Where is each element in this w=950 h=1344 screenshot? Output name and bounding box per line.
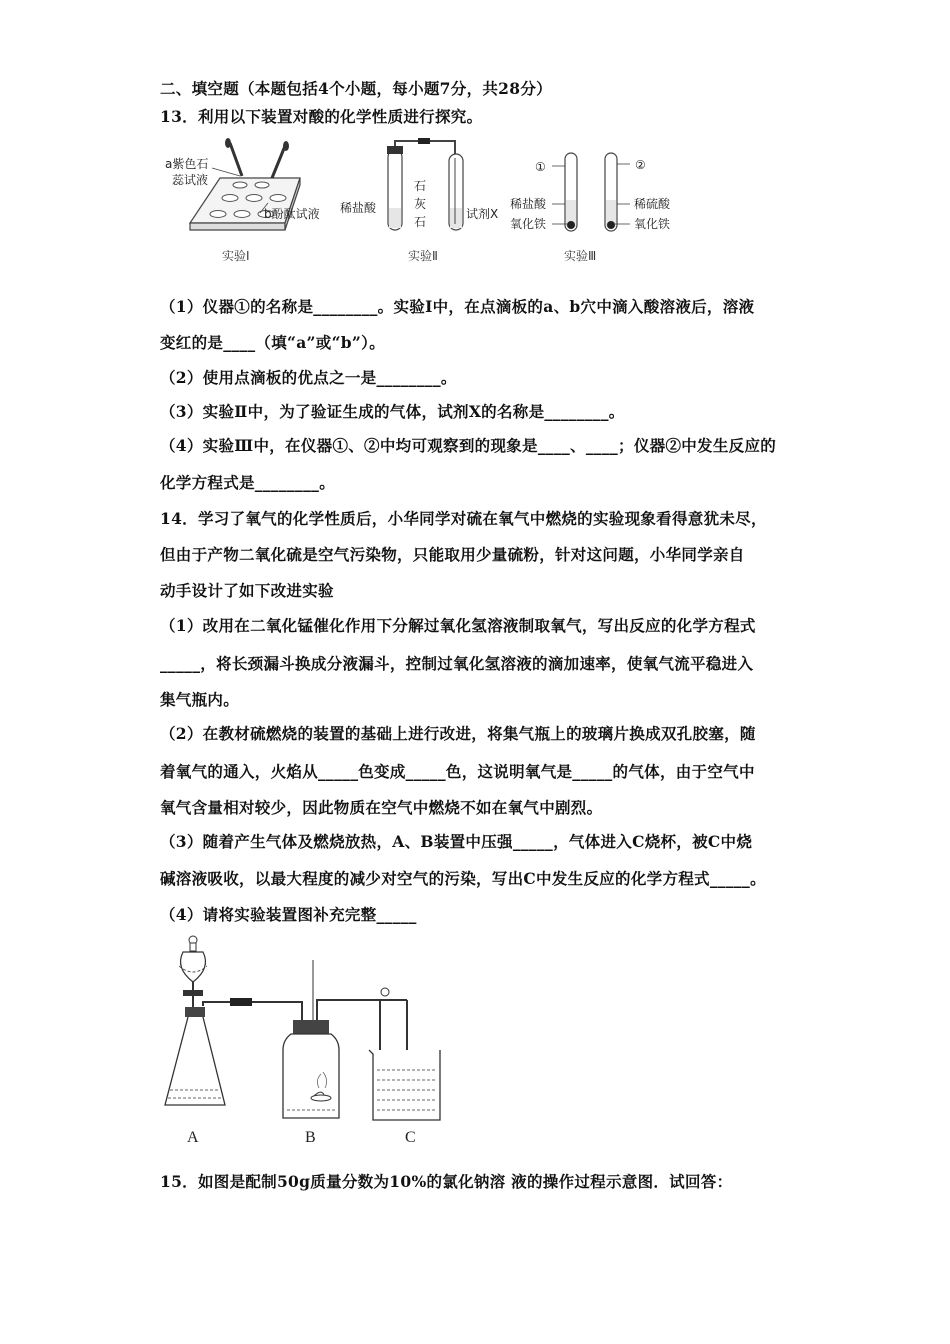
q14-stem-1: 14．学习了氧气的化学性质后，小华同学对硫在氧气中燃烧的实验现象看得意犹未尽， — [160, 509, 767, 528]
reagent-x-label: 试剂X — [466, 207, 499, 221]
q13-stem: 13．利用以下装置对酸的化学性质进行探究。 — [160, 107, 483, 126]
q14-part1-a: （1）改用在二氧化锰催化作用下分解过氧化氢溶液制取氧气，写出反应的化学方程式 — [160, 616, 756, 635]
q14-part2-c: 氧气含量相对较少，因此物质在空气中燃烧不如在氧气中剧烈。 — [160, 798, 603, 817]
label-C: C — [405, 1129, 416, 1146]
stone-char-3: 石 — [414, 215, 427, 229]
acid2-label: 稀硫酸 — [634, 197, 671, 211]
q13-part2: （2）使用点滴板的优点之一是________。 — [160, 368, 457, 387]
q13-part3: （3）实验Ⅱ中，为了验证生成的气体，试剂X的名称是________。 — [160, 402, 625, 421]
caption-exp3: 实验Ⅲ — [564, 249, 597, 263]
label-b: b酚酞试液 — [264, 207, 320, 221]
q14-part1-b: _____，将长颈漏斗换成分液漏斗，控制过氧化氢溶液的滴加速率，使氧气流平稳进入 — [160, 654, 754, 673]
q14-part3-b: 碱溶液吸收，以最大程度的减少对空气的污染，写出C中发生反应的化学方程式_____。 — [160, 869, 766, 888]
acid-oxide-diagram — [510, 153, 671, 263]
caption-exp2: 实验Ⅱ — [408, 249, 438, 263]
apparatus-a — [165, 936, 252, 1146]
q13-part1-b: 变红的是____（填“a”或“b”）。 — [160, 333, 385, 352]
q14-part2-b: 着氧气的通入，火焰从_____色变成_____色，这说明氧气是_____的气体，由于空气中 — [160, 762, 755, 781]
label-a-line1: a紫色石 — [165, 157, 209, 171]
q13-figure — [160, 138, 700, 268]
apparatus-b — [252, 960, 380, 1146]
label-A: A — [187, 1129, 199, 1146]
spot-plate-diagram — [165, 138, 320, 263]
q14-apparatus-figure — [155, 930, 465, 1150]
oxide1-label: 氧化铁 — [510, 217, 547, 231]
q13-part1-a: （1）仪器①的名称是________。实验Ⅰ中，在点滴板的a、b穴中滴入酸溶液后，溶液 — [160, 297, 755, 316]
q14-stem-2: 但由于产物二氧化硫是空气污染物，只能取用少量硫粉，针对这问题，小华同学亲自 — [160, 545, 745, 564]
q15-stem: 15．如图是配制50g质量分数为10%的氯化钠溶 液的操作过程示意图．试回答： — [160, 1172, 733, 1191]
q13-part4-b: 化学方程式是________。 — [160, 473, 336, 492]
oxide2-label: 氧化铁 — [634, 217, 671, 231]
q14-part3-a: （3）随着产生气体及燃烧放热，A、B装置中压强_____，气体进入C烧杯，被C中烧 — [160, 832, 753, 851]
q14-stem-3: 动手设计了如下改进实验 — [160, 581, 334, 600]
label-B: B — [305, 1129, 316, 1146]
gas-test-diagram — [340, 138, 498, 263]
mark-1: ① — [535, 160, 546, 174]
acid-label-exp2: 稀盐酸 — [340, 201, 377, 215]
mark-2: ② — [635, 158, 646, 172]
stone-char-2: 灰 — [414, 197, 427, 211]
stone-char-1: 石 — [414, 179, 427, 193]
q14-part1-c: 集气瓶内。 — [160, 690, 240, 709]
q14-part4: （4）请将实验装置图补充完整_____ — [160, 905, 417, 924]
label-a-line2: 蕊试液 — [172, 173, 209, 187]
acid1-label: 稀盐酸 — [510, 197, 547, 211]
q13-part4-a: （4）实验Ⅲ中，在仪器①、②中均可观察到的现象是____、____；仪器②中发生反应的 — [160, 436, 777, 455]
q14-part2-a: （2）在教材硫燃烧的装置的基础上进行改进，将集气瓶上的玻璃片换成双孔胶塞，随 — [160, 724, 756, 743]
section-title: 二、填空题（本题包括4个小题，每小题7分，共28分） — [160, 79, 552, 98]
caption-exp1: 实验Ⅰ — [222, 249, 250, 263]
